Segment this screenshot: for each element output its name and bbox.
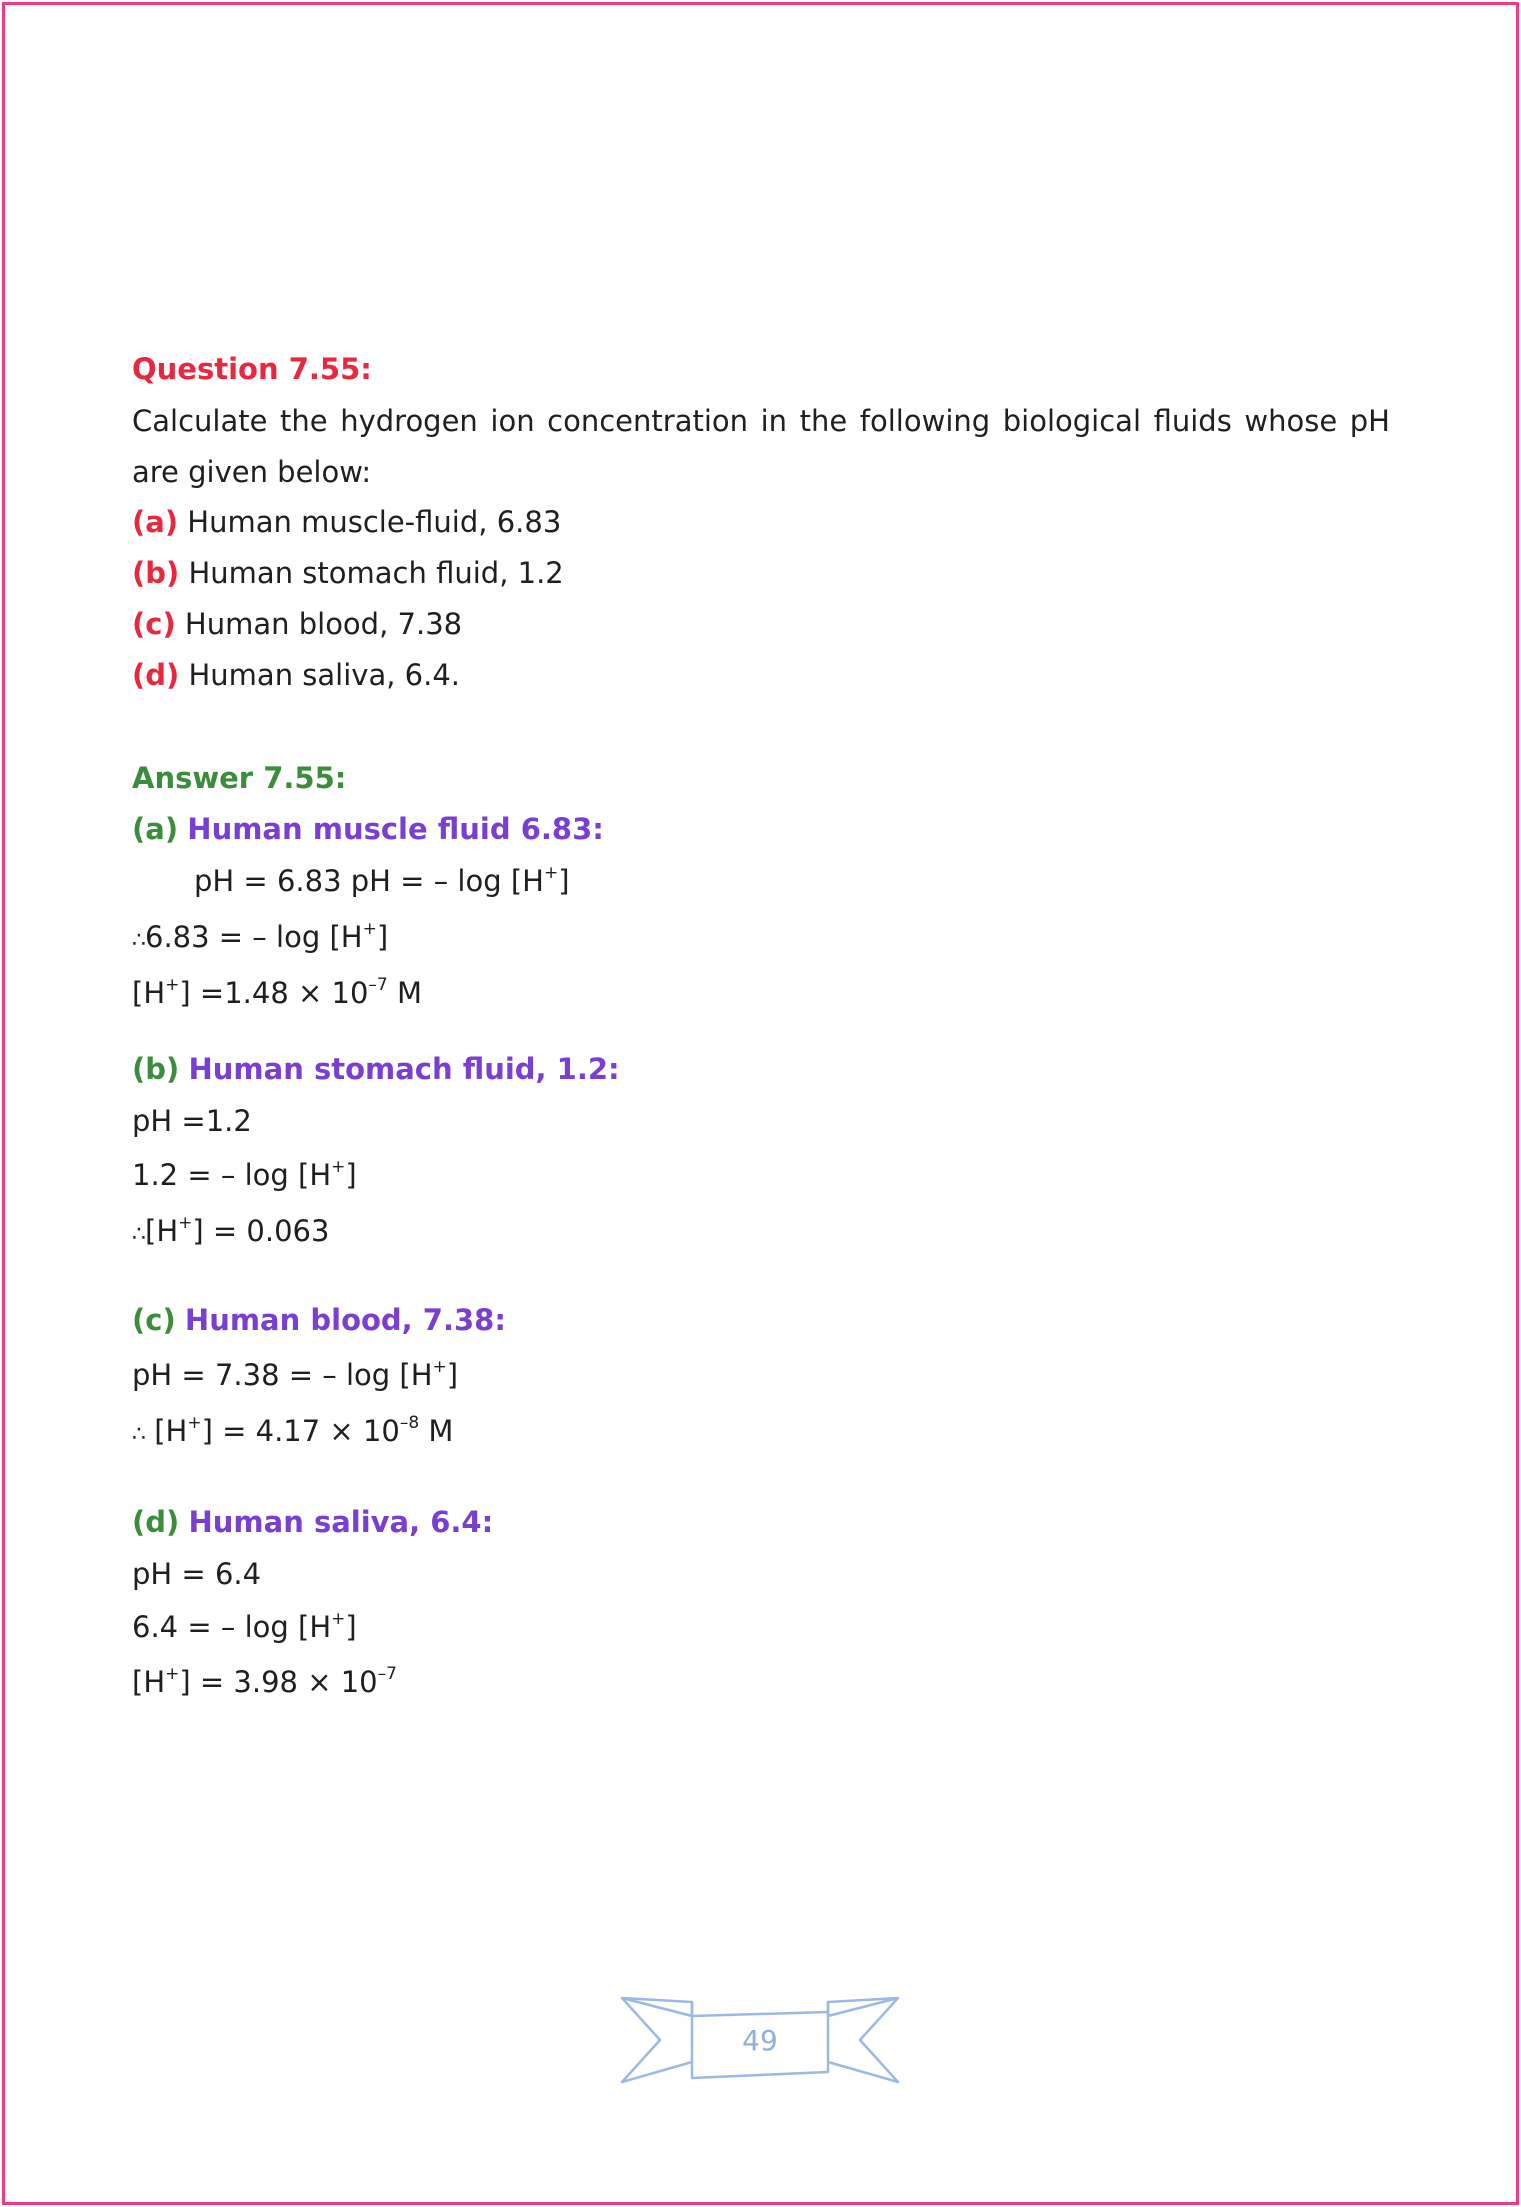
answer-a-line-2: ∴6.83 = – log [H+]	[132, 919, 389, 954]
item-text: Human saliva, 6.4.	[188, 658, 461, 692]
answer-d-line-2: 6.4 = – log [H+]	[132, 1609, 357, 1644]
answer-d-line-3: $[H^+] = 3.98 \times 10^{-7}$	[132, 1664, 397, 1699]
section-label: (d)	[132, 1505, 180, 1539]
item-text: Human blood, 7.38	[184, 607, 463, 641]
therefore-symbol: ∴	[132, 928, 145, 953]
answer-a-line-1: pH = 6.83 pH = – log [H+]	[194, 863, 570, 898]
answer-c-heading	[132, 1303, 506, 1337]
answer-b-line-3: ∴[H+] = 0.063	[132, 1213, 330, 1248]
item-label: (b)	[132, 556, 180, 590]
question-item-d	[132, 658, 460, 692]
question-title: Question 7.55:	[132, 352, 372, 386]
page-number-ribbon	[620, 1990, 900, 2100]
answer-b-heading	[132, 1052, 620, 1086]
item-label: (d)	[132, 658, 180, 692]
section-heading: Human saliva, 6.4:	[188, 1505, 494, 1539]
therefore-symbol: ∴	[132, 1222, 145, 1247]
page-number: 49	[742, 2024, 778, 2057]
answer-c-line-2: ∴ $[H^+] = 4.17 \times 10^{-8}$ M	[132, 1413, 454, 1448]
answer-title: Answer 7.55:	[132, 761, 347, 795]
item-text: Human muscle-fluid, 6.83	[187, 505, 562, 539]
question-item-b	[132, 556, 564, 590]
item-label: (c)	[132, 607, 176, 641]
section-heading: Human muscle fluid 6.83:	[187, 812, 604, 846]
item-label: (a)	[132, 505, 179, 539]
answer-d-heading	[132, 1505, 493, 1539]
item-text: Human stomach fluid, 1.2	[188, 556, 564, 590]
section-heading: Human blood, 7.38:	[184, 1303, 506, 1337]
answer-b-line-2: 1.2 = – log [H+]	[132, 1157, 357, 1192]
therefore-symbol: ∴	[132, 1422, 145, 1447]
answer-d-line-1: pH = 6.4	[132, 1557, 262, 1591]
section-label: (c)	[132, 1303, 176, 1337]
section-heading: Human stomach fluid, 1.2:	[188, 1052, 620, 1086]
section-label: (a)	[132, 812, 179, 846]
answer-a-line-3: $[H^+] =1.48 \times 10^{-7}$ M	[132, 975, 422, 1010]
answer-c-line-1: pH = 7.38 = – log [H+]	[132, 1357, 459, 1392]
answer-a-heading	[132, 812, 604, 846]
question-item-c	[132, 607, 462, 641]
answer-b-line-1: pH =1.2	[132, 1104, 252, 1138]
question-item-a	[132, 505, 561, 539]
question-text: Calculate the hydrogen ion concentration in the following biological fluids whose pH are given below:	[132, 404, 1390, 489]
section-label: (b)	[132, 1052, 180, 1086]
